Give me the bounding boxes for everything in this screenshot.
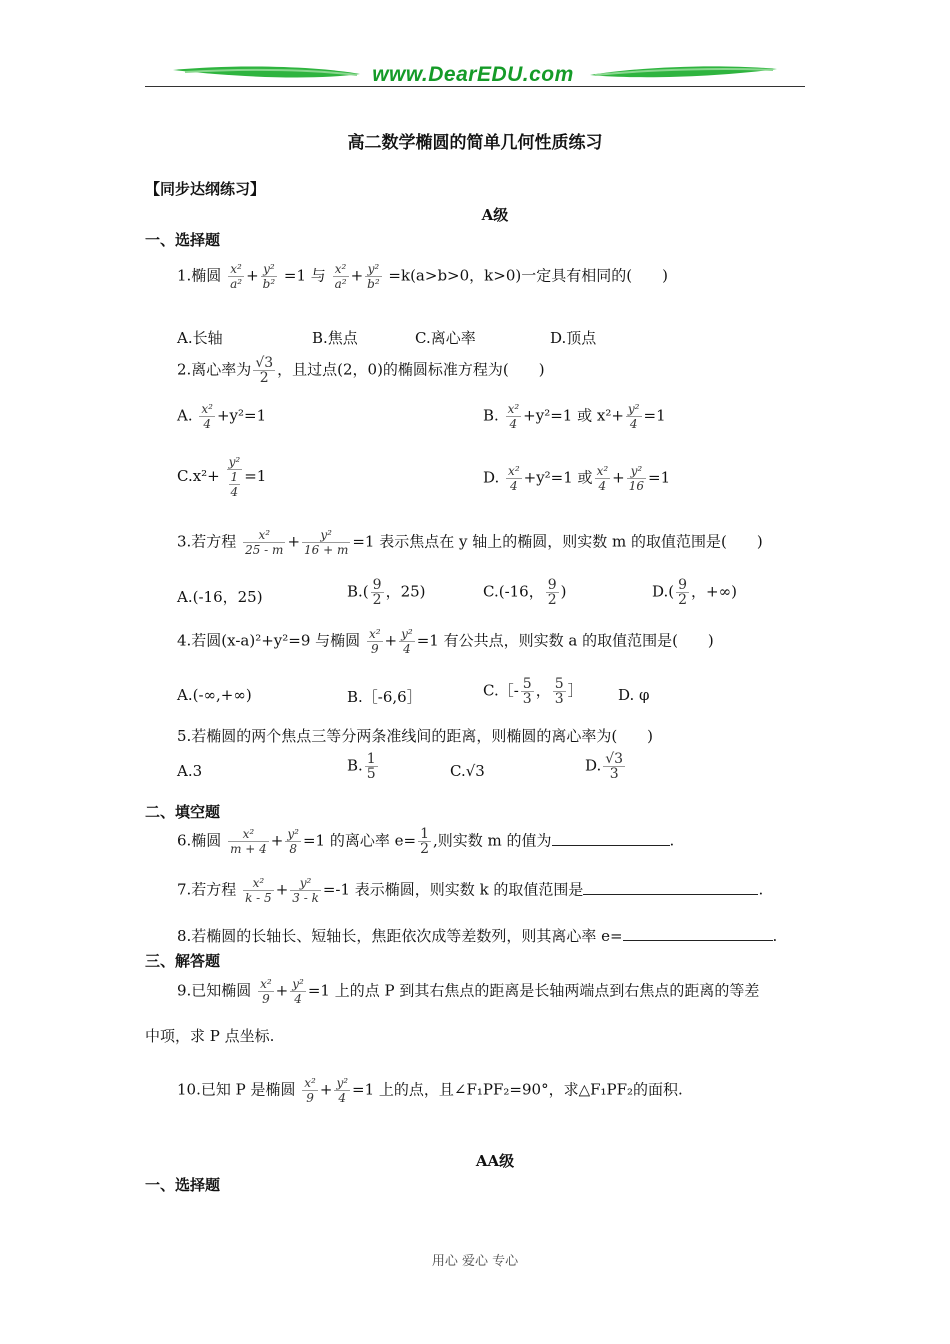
- fraction: [285, 827, 301, 856]
- fraction: [676, 578, 689, 607]
- fraction: [506, 402, 522, 431]
- section-choice-2: 一、选择题: [145, 1176, 221, 1194]
- q4-option-c: [483, 677, 583, 706]
- q2-option-c: [177, 455, 266, 499]
- denominator: 5: [366, 766, 376, 782]
- q9-line-2: 中项，求 P 点坐标.: [145, 1027, 275, 1045]
- q9-post: =1 上的点 P 到其右焦点的距离是长轴两端点到右焦点的距离的等差: [307, 981, 760, 1000]
- section-tongbu: 【同步达纲练习】: [145, 180, 266, 198]
- fraction: [365, 262, 382, 291]
- page-title: 高二数学椭圆的简单几何性质练习: [347, 133, 603, 153]
- numerator: y²: [401, 627, 413, 641]
- q7-pre: 7.若方程: [177, 880, 237, 899]
- q2-post: ，且过点(2，0)的椭圆标准方程为( ): [277, 360, 545, 379]
- question-10: 10.已知 P 是椭圆 $\frac{\text{x²}}{9}$ + $\frac{\text{y²}}{4}$ =1 上的点，且∠F₁PF₂=90°，求△F₁PF₂的面积.: [177, 1076, 683, 1105]
- numerator: √3: [255, 355, 274, 371]
- fraction: [258, 977, 274, 1006]
- q3-pre: 3.若方程: [177, 532, 237, 551]
- numerator: y²: [630, 464, 643, 478]
- numerator: 5: [554, 676, 564, 692]
- q5-option-c: [450, 762, 485, 780]
- q4-option-a: A.(-∞,+∞): [177, 686, 252, 704]
- option-post: ，+∞): [691, 582, 737, 601]
- option-tail: +y²=1: [216, 406, 267, 425]
- option-post: ］: [567, 681, 583, 700]
- fraction: [290, 977, 306, 1006]
- q8-text: 8.若椭圆的长轴长、短轴长，焦距依次成等差数列，则其离心率 e=: [177, 927, 623, 945]
- option-post: ，25): [385, 582, 426, 601]
- denominator: k - 5: [245, 891, 272, 905]
- option-label: D.: [585, 756, 602, 775]
- numerator: y²: [367, 262, 380, 276]
- section-solve: 三、解答题: [145, 952, 221, 970]
- numerator: x²: [260, 977, 272, 991]
- fraction: [399, 627, 415, 656]
- denominator: 4: [399, 641, 415, 656]
- denominator: 25 - m: [245, 543, 284, 557]
- denominator: [227, 469, 243, 499]
- denominator: 2: [372, 592, 382, 608]
- denominator: a²: [334, 277, 347, 291]
- q6-pre: 6.椭圆: [177, 831, 222, 850]
- option-label: D.: [483, 468, 500, 487]
- option-mid: +y²=1 或: [523, 468, 593, 487]
- header-rule: [145, 86, 805, 87]
- level-aa-heading: AA级: [475, 1152, 515, 1170]
- numerator: 9: [547, 577, 557, 593]
- numerator: y²: [287, 827, 299, 841]
- fraction: [365, 752, 378, 781]
- denominator: 4: [199, 416, 215, 431]
- fraction: [595, 464, 611, 493]
- fraction: [506, 464, 522, 493]
- fraction: [333, 262, 349, 291]
- fraction: [546, 578, 559, 607]
- fraction: [371, 578, 384, 607]
- numerator: 1: [230, 470, 239, 484]
- denominator: 4: [290, 991, 306, 1006]
- q3-option-c: [483, 578, 567, 607]
- denominator: 9: [367, 641, 383, 656]
- q1-option-a: A.长轴: [177, 329, 223, 347]
- option-label: B.: [347, 756, 363, 775]
- q4-option-b: B.［-6,6］: [347, 688, 422, 706]
- fraction: [199, 402, 215, 431]
- option-label: C.: [450, 762, 466, 780]
- q4-post: =1 有公共点，则实数 a 的取值范围是( ): [416, 631, 714, 650]
- numerator: x²: [252, 876, 265, 890]
- fraction: [627, 464, 646, 493]
- question-5: 5.若椭圆的两个焦点三等分两条准线间的距离，则椭圆的离心率为( ): [177, 727, 654, 745]
- denominator: m + 4: [230, 842, 267, 856]
- q6-mid: =1 的离心率 e=: [302, 831, 417, 850]
- answer-blank[interactable]: [552, 831, 670, 846]
- page-footer: 用心 爱心 专心: [431, 1254, 519, 1269]
- q1-pre: 1.椭圆: [177, 266, 222, 285]
- denominator: 3: [603, 766, 625, 781]
- q2-pre: 2.离心率为: [177, 360, 252, 379]
- denominator: 3: [522, 691, 532, 707]
- sqrt-value: √3: [465, 762, 485, 780]
- question-7: 7.若方程 $\frac{\text{x²}}{k - 5}$ + $\frac{\text{y²}}{3 - k}$ =-1 表示椭圆，则实数 k 的取值范围是 .: [177, 876, 764, 905]
- option-tail: =1: [648, 468, 671, 487]
- numerator: y²: [263, 262, 275, 276]
- question-2: [177, 356, 545, 385]
- numerator: 9: [372, 577, 382, 593]
- numerator: x²: [596, 464, 609, 478]
- q2-option-b: [483, 402, 666, 431]
- q5-option-d: [585, 752, 627, 781]
- nested-fraction: [227, 455, 243, 499]
- denominator: 16 + m: [304, 543, 349, 557]
- denominator: a²: [230, 277, 243, 291]
- option-mid: +y²=1 或 x²+: [523, 406, 624, 425]
- option-mid: ，: [535, 681, 551, 700]
- q10-post: =1 上的点，且∠F₁PF₂=90°，求△F₁PF₂的面积.: [352, 1080, 683, 1099]
- fraction: [253, 356, 275, 385]
- fraction: [290, 876, 321, 905]
- denominator: 3: [554, 691, 564, 707]
- option-label: C.x²+: [177, 467, 220, 485]
- numerator: x²: [368, 627, 381, 641]
- q1-option-d: D.顶点: [550, 329, 597, 347]
- q9-pre: 9.已知椭圆: [177, 981, 252, 1000]
- q6-end: .: [669, 831, 675, 850]
- fraction: [521, 677, 534, 706]
- denominator: b²: [262, 277, 276, 291]
- denominator: 2: [420, 841, 429, 857]
- logo-text: www.DearEDU.com: [372, 63, 574, 86]
- q5-option-a: A.3: [177, 762, 203, 780]
- fraction: [228, 262, 244, 291]
- fraction: [261, 262, 278, 291]
- numerator: 1: [366, 751, 376, 767]
- denominator: 4: [334, 1090, 350, 1105]
- q8-end: .: [772, 927, 778, 945]
- numerator: y²: [228, 455, 241, 469]
- section-fill: 二、填空题: [145, 803, 221, 821]
- q1-option-b: B.焦点: [312, 329, 358, 347]
- option-post: ): [560, 582, 567, 601]
- numerator: x²: [230, 262, 242, 276]
- numerator: x²: [334, 262, 347, 276]
- denominator: 16: [628, 479, 644, 493]
- section-choice: 一、选择题: [145, 231, 221, 249]
- answer-blank[interactable]: [583, 880, 758, 895]
- denominator: 4: [230, 485, 239, 499]
- denominator: 9: [258, 991, 274, 1006]
- denominator: 2: [547, 592, 557, 608]
- denominator: 4: [595, 478, 611, 493]
- fraction: [243, 528, 285, 557]
- fraction: [302, 528, 350, 557]
- q5-option-b: [347, 752, 380, 781]
- denominator: 2: [253, 370, 275, 385]
- denominator: 8: [285, 841, 301, 856]
- q3-post: =1 表示焦点在 y 轴上的椭圆，则实数 m 的取值范围是( ): [352, 532, 763, 551]
- q2-option-d: D. $\frac{\text{x²}}{4}$ +y²=1 或 $\frac{\text{x²}}{4}$ + $\frac{\text{y²}}{16}$ =1: [483, 464, 671, 493]
- q2-option-a: [177, 402, 266, 431]
- q3-option-a: A.(-16，25): [177, 588, 263, 606]
- fraction: [553, 677, 566, 706]
- numerator: x²: [507, 402, 520, 416]
- q3-option-b: [347, 578, 426, 607]
- q10-pre: 10.已知 P 是椭圆: [177, 1080, 296, 1099]
- question-6: 6.椭圆 $\frac{\text{x²}}{m + 4}$ + $\frac{\text{y²}}{8}$ =1 的离心率 e= $\frac{1}{2}$ ,则实数 m 的值为 .: [177, 826, 675, 857]
- q3-option-d: [652, 578, 737, 607]
- option-pre: D.(: [652, 582, 675, 601]
- q4-pre: 4.若圆(x-a)²+y²=9 与椭圆: [177, 631, 361, 650]
- numerator: y²: [299, 876, 312, 890]
- option-tail: =1: [244, 467, 267, 485]
- numerator: y²: [627, 402, 640, 416]
- numerator: √3: [605, 751, 624, 767]
- q1-post: =k(a>b>0，k>0)一定具有相同的( ): [388, 266, 668, 285]
- numerator: 1: [420, 826, 429, 842]
- numerator: 5: [522, 676, 532, 692]
- fraction: [418, 827, 431, 856]
- fraction: [229, 470, 241, 499]
- q4-option-d: D. φ: [618, 686, 650, 704]
- denominator: 4: [506, 478, 522, 493]
- numerator: y²: [320, 528, 332, 542]
- fraction: [243, 876, 274, 905]
- denominator: 9: [302, 1090, 318, 1105]
- option-tail: =1: [643, 406, 666, 425]
- numerator: x²: [508, 464, 520, 478]
- numerator: 9: [678, 577, 688, 593]
- q7-post: =-1 表示椭圆，则实数 k 的取值范围是: [322, 880, 584, 899]
- q7-end: .: [758, 880, 764, 899]
- numerator: x²: [304, 1076, 316, 1090]
- numerator: x²: [258, 528, 271, 542]
- denominator: 4: [626, 416, 642, 431]
- question-9: 9.已知椭圆 $\frac{\text{x²}}{9}$ + $\frac{\text{y²}}{4}$ =1 上的点 P 到其右焦点的距离是长轴两端点到右焦点的距离的等差: [177, 977, 760, 1006]
- q1-mid: =1 与: [283, 266, 326, 285]
- question-3: 3.若方程 $\frac{\text{x²}}{25 - m}$ + $\frac{\text{y²}}{16 + m}$ =1 表示焦点在 y 轴上的椭圆，则实数 m 的取值范围是( ): [177, 528, 763, 557]
- answer-blank[interactable]: [623, 926, 773, 941]
- numerator: x²: [242, 827, 255, 841]
- q6-post: ,则实数 m 的值为: [432, 831, 552, 850]
- denominator: b²: [367, 277, 380, 291]
- option-pre: B.(: [347, 582, 369, 601]
- fraction: [302, 1076, 318, 1105]
- option-label: A.: [177, 406, 193, 425]
- option-label: B.: [483, 406, 499, 425]
- q1-option-c: C.离心率: [415, 329, 476, 347]
- question-8: [177, 925, 777, 946]
- denominator: 4: [506, 416, 522, 431]
- option-pre: C.(-16，: [483, 582, 544, 601]
- denominator: 3 - k: [292, 891, 319, 905]
- numerator: y²: [292, 977, 304, 991]
- fraction: [603, 752, 625, 781]
- numerator: x²: [201, 402, 213, 416]
- fraction: [626, 402, 642, 431]
- level-a-heading: A级: [481, 206, 509, 224]
- question-4: 4.若圆(x-a)²+y²=9 与椭圆 $\frac{\text{x²}}{9}$ + $\frac{\text{y²}}{4}$ =1 有公共点，则实数 a 的取值范围是( ): [177, 627, 714, 656]
- fraction: [367, 627, 383, 656]
- fraction: [228, 827, 269, 856]
- numerator: y²: [336, 1076, 349, 1090]
- question-1: 1.椭圆 $\frac{\text{x²}}{\text{a²}}$ + $\frac{\text{y²}}{\text{b²}}$ =1 与 $\frac{\text{x²}}{\text{a²}}$ + $\frac{\text{y²}}{\text{b²}}$ =k(a>b>0，k>0)一定具有相同的( ): [177, 262, 668, 291]
- denominator: 2: [678, 592, 688, 608]
- fraction: [334, 1076, 350, 1105]
- option-pre: C.［-: [483, 681, 519, 700]
